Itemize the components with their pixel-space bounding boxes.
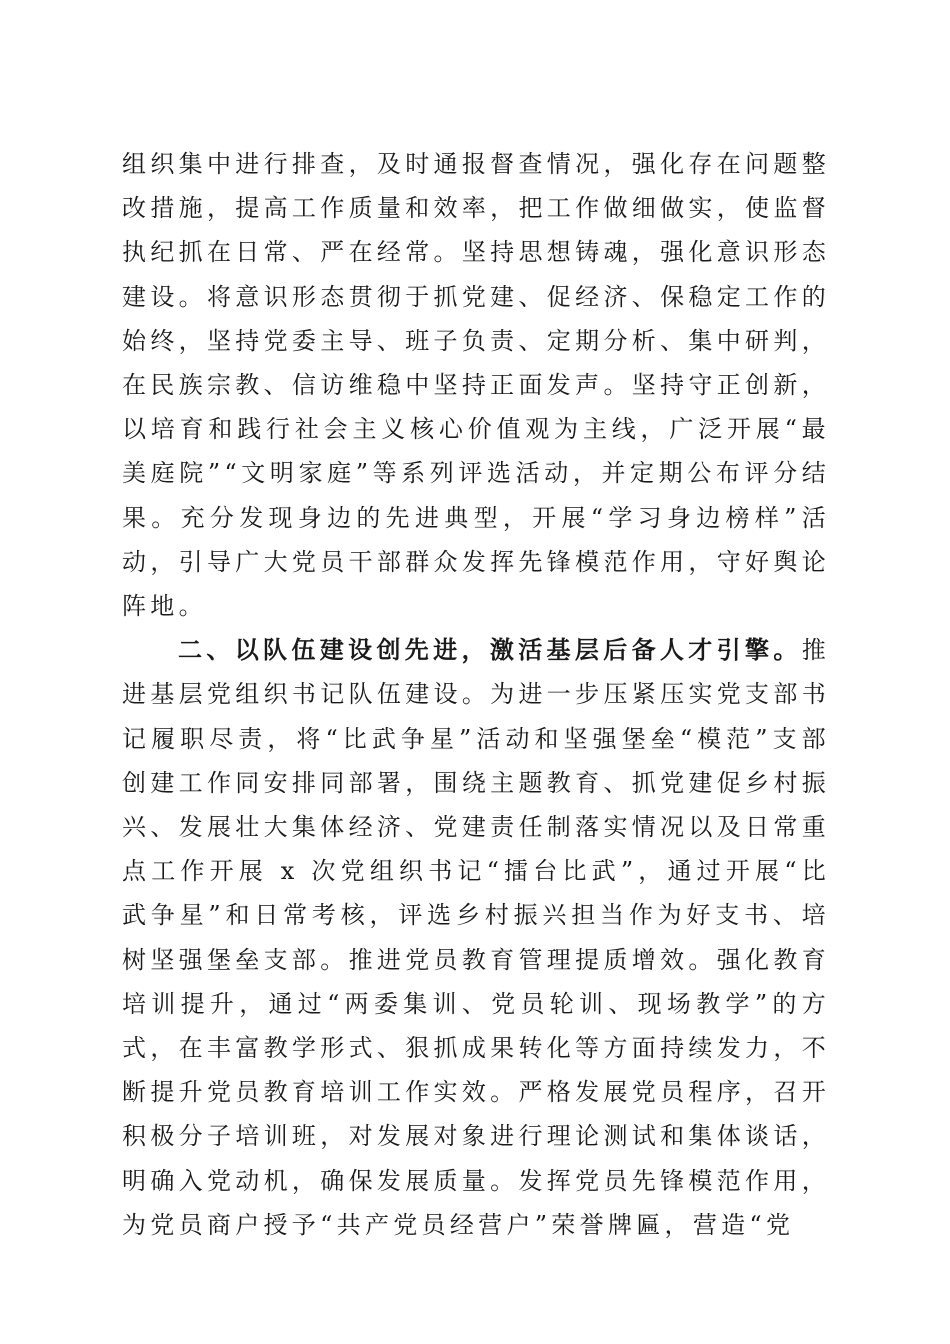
paragraph-2-text: 推进基层党组织书记队伍建设。为进一步压紧压实党支部书记履职尽责，将“比武争星”活动和坚强堡垒“模范”支部创建工作同安排同部署，围绕主题教育、抓党建促乡村振兴、发展壮大集体经济、党建责任制落实情况以及日常重点工作开展 x 次党组织书记“擂台比武”，通过开展“比武争星”和日常考核，评选乡村振兴担当作为好支书、培树坚强堡垒支部。推进党员教育管理提质增效。强化教育培训提升，通过“两委集训、党员轮训、现场教学”的方式，在丰富教学形式、狠抓成果转化等方面持续发力，不断提升党员教育培训工作实效。严格发展党员程序，召开积极分子培训班，对发展对象进行理论测试和集体谈话，明确入党动机，确保发展质量。发挥党员先锋模范作用，为党员商户授予“共产党员经营户”荣誉牌匾，营造“党 — [122, 636, 830, 1239]
section-heading: 二、以队伍建设创先进，激活基层后备人才引擎。 — [178, 636, 802, 665]
paragraph-2 — [122, 628, 830, 1247]
paragraph-1 — [122, 142, 830, 628]
paragraph-1-text: 组织集中进行排查，及时通报督查情况，强化存在问题整改措施，提高工作质量和效率，把工作做细做实，使监督执纪抓在日常、严在经常。坚持思想铸魂，强化意识形态建设。将意识形态贯彻于抓党建、促经济、保稳定工作的始终，坚持党委主导、班子负责、定期分析、集中研判，在民族宗教、信访维稳中坚持正面发声。坚持守正创新，以培育和践行社会主义核心价值观为主线，广泛开展“最美庭院”“文明家庭”等系列评选活动，并定期公布评分结果。充分发现身边的先进典型，开展“学习身边榜样”活动，引导广大党员干部群众发挥先锋模范作用，守好舆论阵地。 — [122, 150, 830, 621]
document-body — [122, 142, 830, 1247]
